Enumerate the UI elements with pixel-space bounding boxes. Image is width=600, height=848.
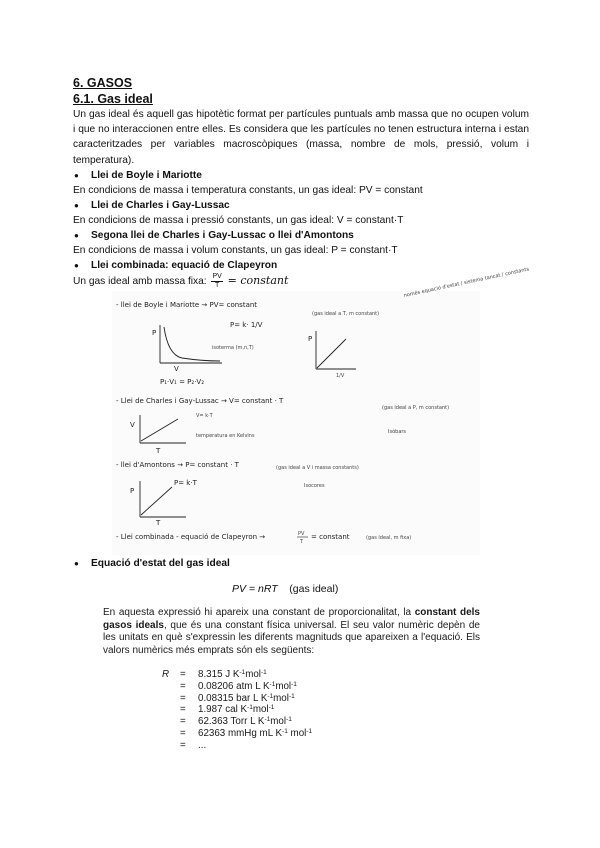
r-value: 0.08206 atm L $K^{-1}mol^{-1}$	[198, 680, 297, 692]
combined-fraction	[211, 273, 222, 290]
law-combined-heading: ● Llei combinada: equació de Clapeyron	[73, 258, 529, 273]
boyle-axis-p2: P	[308, 335, 313, 343]
state-eq-heading: ● Equació d'estat del gas ideal	[73, 558, 230, 569]
amontons-iso-label: Isocores	[304, 483, 325, 489]
fraction-numerator: PV	[212, 272, 222, 280]
paragraph-part-b: , que és una constant física universal. El seu valor numèric depèn de les unitats en què s'expressin les diferents magnituds que apareixen a l'equació. Els valors numèrics més emprats són els següents:	[103, 619, 480, 656]
combined-constant: = constant	[227, 274, 289, 287]
boyle-axis-inv-v: 1/V	[336, 373, 345, 379]
r-value-row: R = 8.315 J $K^{-1}mol^{-1}$	[162, 669, 267, 680]
charles-sketch-note: (gas ideal a P, m constant)	[382, 405, 450, 411]
charles-graph	[140, 415, 186, 443]
r-value-row: = 1.987 cal $K^{-1}mol^{-1}$	[180, 704, 275, 716]
amontons-sketch-formula: P= k·T	[174, 479, 197, 487]
r-value-row: = 62363 mmHg mL $K^{-1}$ mol$^{-1}$	[180, 727, 313, 739]
combined-label: Un gas ideal amb massa fixa:	[73, 276, 207, 287]
clapeyron-note: (gas ideal, m fixa)	[366, 535, 412, 541]
clapeyron-tail: = constant	[311, 533, 350, 541]
r-value: 62363 mmHg mL $K^{-1}$ mol$^{-1}$	[198, 727, 313, 739]
r-value-row: = 0.08206 atm L $K^{-1}mol^{-1}$	[180, 680, 297, 692]
subsection-title: 6.1. Gas ideal	[73, 92, 153, 106]
law-amontons-text: En condicions de massa i volum constants, un gas ideal: P = constant·T	[73, 244, 398, 256]
r-value-row: = ...	[180, 739, 207, 751]
boyle-relation: P₁·V₁ = P₂·V₂	[160, 378, 205, 386]
r-value: 62.363 Torr L $K^{-1}mol^{-1}$	[198, 716, 292, 728]
state-eq-paragraph	[103, 607, 480, 657]
paragraph-part-a: En aquesta expressió hi apareix una constant de proporcionalitat, la	[103, 607, 415, 618]
charles-sketch-formula: V= k·T	[196, 413, 213, 419]
charles-axis-v: V	[130, 421, 135, 429]
law-boyle-heading: ● Llei de Boyle i Mariotte	[73, 168, 529, 183]
clapeyron-sketch-heading: - Llei combinada - equació de Clapeyron →	[116, 533, 266, 541]
charles-axis-t: T	[156, 447, 161, 455]
boyle-sketch-heading: - llei de Boyle i Mariotte → PV= constant	[116, 301, 258, 309]
boyle-inverse-graph	[316, 331, 356, 369]
boyle-graph	[160, 325, 222, 363]
law-boyle-text: En condicions de massa i temperatura constants, un gas ideal: PV = constant	[73, 184, 423, 196]
state-eq-formula-line	[232, 583, 338, 595]
r-values-list	[162, 669, 312, 752]
state-eq-formula: PV = nRT	[232, 583, 278, 595]
boyle-curve-label: isoterma (m,n,T)	[212, 345, 254, 351]
amontons-axis-t: T	[156, 519, 161, 527]
document-body	[73, 76, 529, 290]
law-charles-heading: ● Llei de Charles i Gay-Lussac	[73, 198, 529, 213]
fraction-denominator: T	[215, 281, 220, 289]
clapeyron-frac-den: T	[300, 539, 304, 545]
law-charles-text: En condicions de massa i pressió constants, un gas ideal: V = constant·T	[73, 214, 404, 226]
boyle-axis-p: P	[152, 329, 157, 337]
r-value-row: = 0.08315 bar L $K^{-1}mol^{-1}$	[180, 692, 295, 704]
charles-iso-label: Isòbars	[388, 429, 407, 435]
boyle-sketch-note: (gas ideal a T, m constant)	[312, 311, 380, 317]
boyle-sketch-formula: P= k· 1/V	[230, 321, 263, 329]
clapeyron-frac-num: PV	[298, 531, 305, 537]
r-symbol: R	[162, 669, 170, 680]
boyle-axis-v: V	[174, 365, 179, 373]
corner-note: només equació d'estat / sistema tancat / constants	[403, 266, 530, 299]
state-eq-note: (gas ideal)	[289, 583, 339, 595]
r-value: 8.315 J $K^{-1}mol^{-1}$	[198, 669, 267, 680]
r-value-row: = 62.363 Torr L $K^{-1}mol^{-1}$	[180, 716, 292, 728]
law-amontons-heading: ● Segona llei de Charles i Gay-Lussac o llei d'Amontons	[73, 228, 529, 243]
amontons-axis-p: P	[130, 487, 135, 495]
intro-paragraph: Un gas ideal és aquell gas hipotètic format per partícules puntuals amb massa que no ocupen volum i que no interaccionen entre elles. Es considera que les partícules no tenen estructura interna i estan caracteritzades per variables macroscòpiques (massa, nombre de mols, pressió, volum i temperatura).	[73, 109, 529, 166]
r-value: 0.08315 bar L $K^{-1}mol^{-1}$	[198, 692, 295, 704]
amontons-sketch-heading: - llei d'Amontons → P= constant · T	[116, 461, 239, 469]
paragraph-bold-term: constant dels gasos ideals	[103, 607, 480, 631]
charles-sketch-heading: - Llei de Charles i Gay-Lussac → V= constant · T	[116, 397, 284, 405]
section-title: 6. GASOS	[73, 76, 133, 90]
charles-temp-note: temperatura en Kelvins	[196, 433, 255, 439]
amontons-sketch-note: (gas ideal a V i massa constants)	[276, 465, 359, 471]
r-value: 1.987 cal $K^{-1}mol^{-1}$	[198, 704, 275, 716]
r-value: ...	[198, 739, 207, 751]
